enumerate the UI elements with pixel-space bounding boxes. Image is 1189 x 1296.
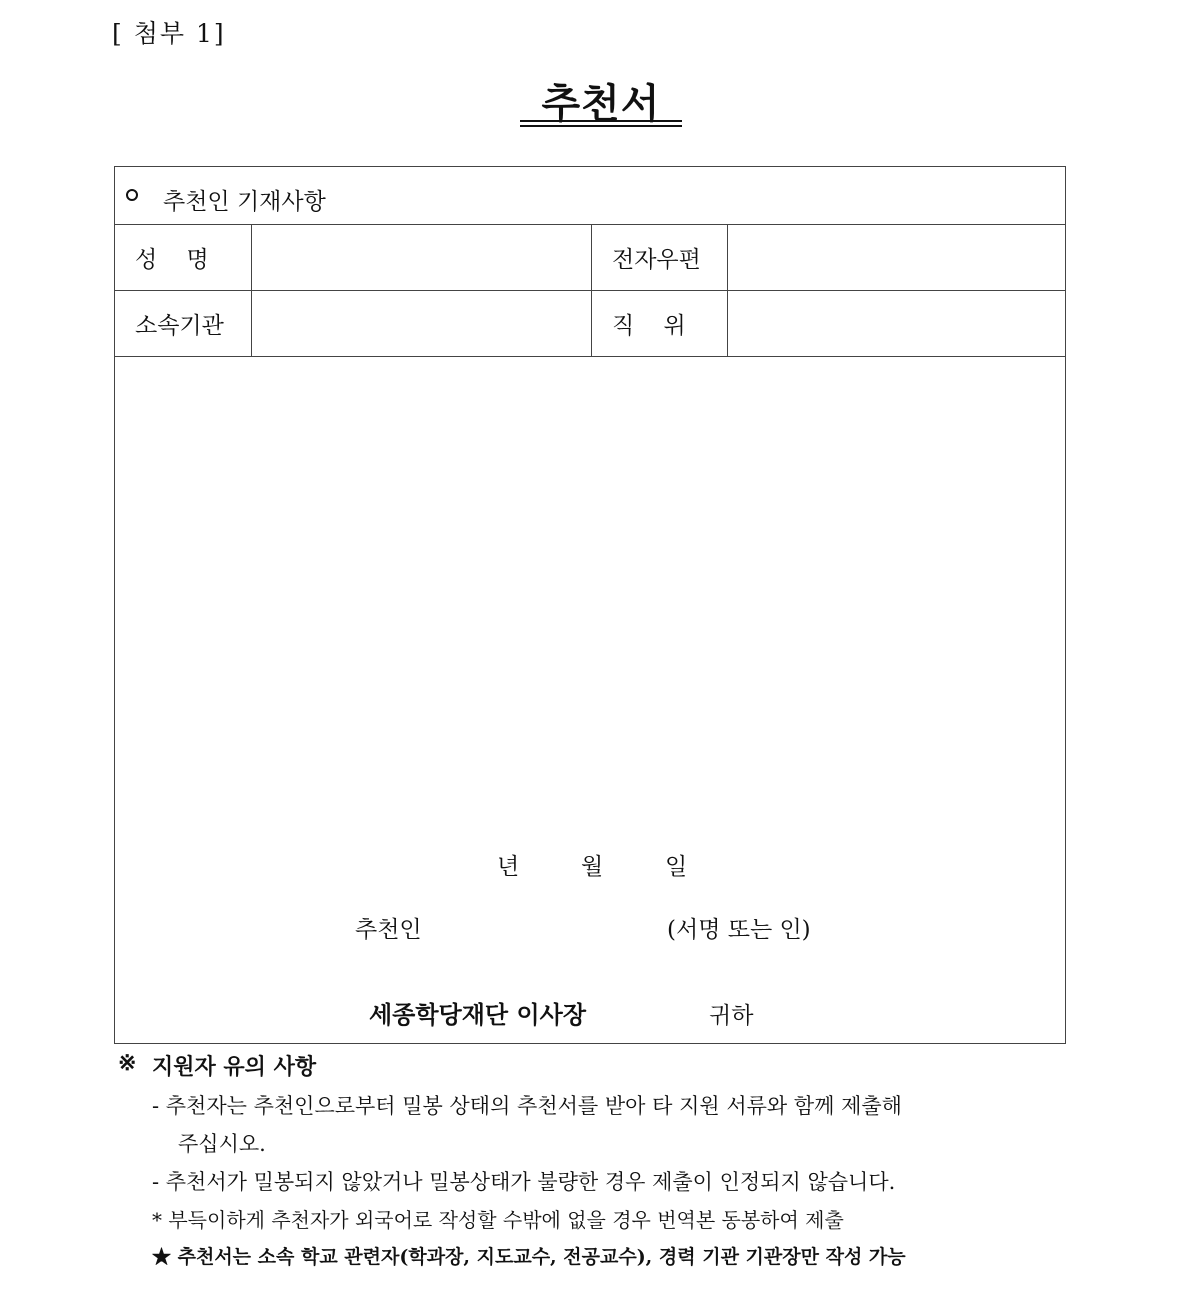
title-underline-bottom	[520, 125, 682, 127]
document-title: 추천서	[541, 80, 661, 127]
email-label: 전자우편	[612, 247, 701, 273]
note-item-3: * 부득이하게 추천자가 외국어로 작성할 수밖에 없을 경우 번역본 동봉하여 제출	[152, 1208, 844, 1232]
name-field[interactable]	[252, 225, 590, 289]
email-field[interactable]	[728, 225, 1064, 289]
recommendation-form	[114, 166, 1066, 1044]
recommender-label: 추천인	[355, 917, 422, 943]
signature-note: (서명 또는 인)	[667, 917, 811, 943]
name-label: 성 명	[135, 247, 209, 273]
note-item-4: ★ 추천서는 소속 학교 관련자(학과장, 지도교수, 전공교수), 경력 기관 기관장만 작성 가능	[152, 1246, 906, 1268]
circle-bullet-icon	[126, 189, 138, 201]
date-year: 년	[497, 854, 520, 880]
attachment-label: [ 첨부 1]	[112, 19, 226, 48]
recommendation-body[interactable]	[115, 357, 1065, 817]
date-month: 월	[581, 854, 604, 880]
honorific: 귀하	[709, 1003, 754, 1029]
notes-heading: 지원자 유의 사항	[152, 1054, 317, 1080]
date-day: 일	[665, 854, 688, 880]
title-underline-top	[520, 120, 682, 122]
section-heading: 추천인 기재사항	[163, 189, 326, 215]
addressee: 세종학당재단 이사장	[369, 1000, 587, 1029]
affiliation-field[interactable]	[252, 291, 590, 355]
col-divider-2	[591, 224, 592, 356]
notes-mark: ※	[118, 1050, 137, 1076]
recommender-signature-field[interactable]	[435, 905, 655, 945]
affiliation-label: 소속기관	[135, 313, 224, 339]
position-label: 직 위	[612, 313, 686, 339]
note-item-1-cont: 주십시오.	[178, 1132, 266, 1156]
note-item-1: - 추천자는 추천인으로부터 밀봉 상태의 추천서를 받아 타 지원 서류와 함께 제출해	[152, 1094, 902, 1118]
note-item-2: - 추천서가 밀봉되지 않았거나 밀봉상태가 불량한 경우 제출이 인정되지 않습니다.	[152, 1170, 896, 1194]
position-field[interactable]	[728, 291, 1064, 355]
